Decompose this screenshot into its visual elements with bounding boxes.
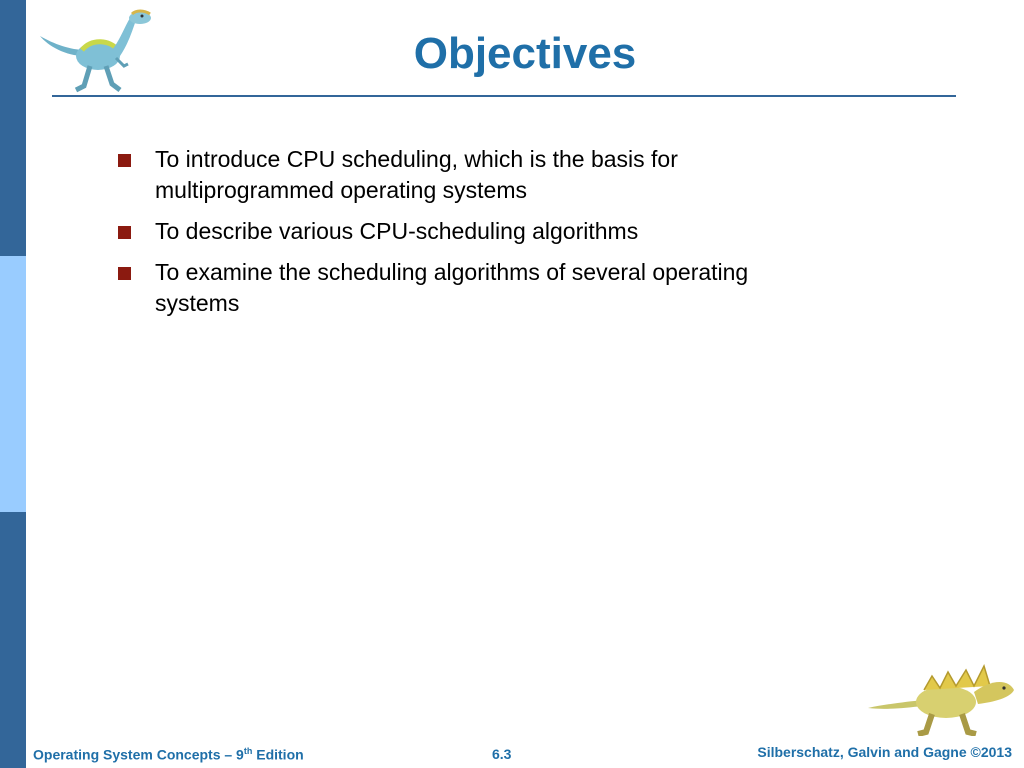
bullet-square-icon — [118, 267, 131, 280]
list-item — [118, 216, 838, 247]
dinosaur-icon — [866, 656, 1016, 741]
left-bar-top — [0, 0, 26, 256]
page-number: 6.3 — [492, 746, 512, 762]
left-bar-bottom — [0, 512, 26, 768]
bullet-text: To examine the scheduling algorithms of several operating systems — [155, 259, 749, 316]
footer-book-title: Operating System Concepts – 9th Edition — [33, 746, 304, 763]
slide-title: Objectives — [413, 29, 637, 78]
bullet-text: To introduce CPU scheduling, which is the basis for multiprogrammed operating systems — [155, 146, 678, 203]
bullet-square-icon — [118, 226, 131, 239]
bullet-square-icon — [118, 154, 131, 167]
list-item — [118, 257, 838, 319]
footer-copyright: Silberschatz, Galvin and Gagne ©2013 — [757, 744, 1012, 760]
list-item — [118, 144, 838, 206]
left-bar-middle — [0, 256, 26, 512]
objectives-list — [118, 144, 838, 329]
title-divider — [52, 95, 956, 97]
bullet-text: To describe various CPU-scheduling algorithms — [155, 218, 639, 244]
